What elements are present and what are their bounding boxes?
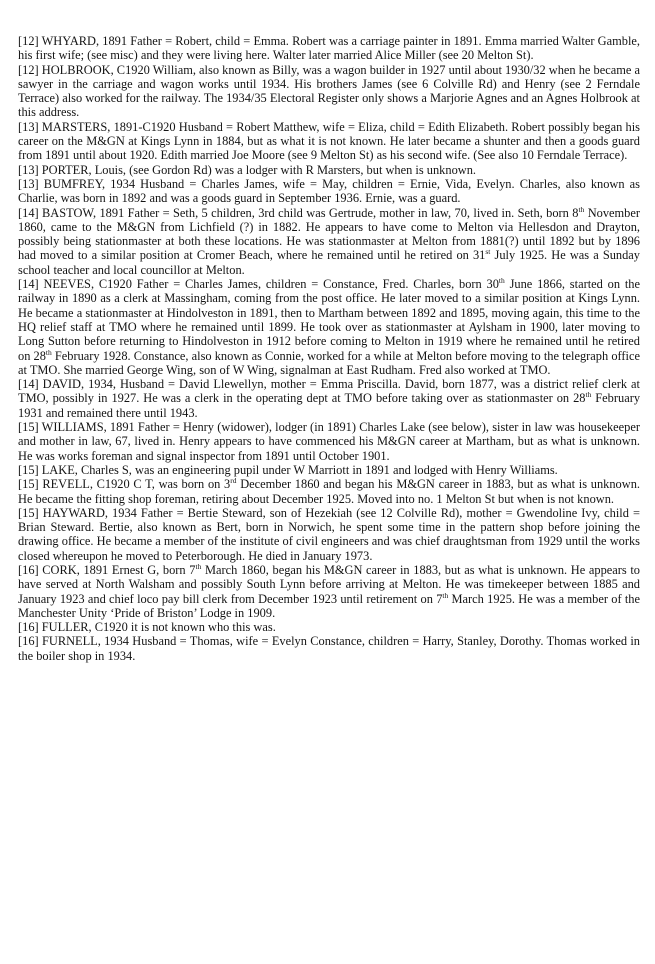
entry-fuller: [16] FULLER, C1920 it is not known who this was. [18, 620, 276, 635]
entry-holbrook: [12] HOLBROOK, C1920 William, also known as Billy, was a wagon builder in 1927 until about 1930/32 when he became a sawyer in the carriage and wagon works until 1934. His brothers James (see 6 Colville Rd) and Henry (see 2 Ferndale Terrace) also worked for the railway. The 1934/35 Electoral Register only shows a Marjorie Agnes and an Agnes Holbrook at this address. [18, 62, 640, 120]
document-page [18, 34, 640, 663]
entry-bastow: [14] BASTOW, 1891 Father = Seth, 5 children, 3rd child was Gertrude, mother in law, 70, lived in. Seth, born 8th November 1860, came to the M&GN from Lichfield (?) in 1882. He appears to have come to Melton via Hellesdon and Drayton, possibly being stationmaster at both these locations. He was stationmaster at Melton from 1881(?) until 1892 but by 1896 had moved to a similar position at Cromer Beach, where he remained until he retired on 31st July 1925. He was a Sunday school teacher and local councillor at Melton. [18, 204, 641, 277]
entry-david: [14] DAVID, 1934, Husband = David Llewellyn, mother = Emma Priscilla. David, born 1877, was a district relief clerk at TMO, possibly in 1927. He was a clerk in the operating dept at TMO before taking over as stationmaster on 28th February 1931 and remained there until 1943. [18, 377, 641, 420]
entry-whyard: [12] WHYARD, 1891 Father = Robert, child = Emma. Robert was a carriage painter in 1891. Emma married Walter Gamble, his first wife; (see misc) and they were living here. Walter later married Alice Miller (see 20 Melton St). [18, 34, 640, 63]
entry-williams: [15] WILLIAMS, 1891 Father = Henry (widower), lodger (in 1891) Charles Lake (see below), sister in law was housekeeper and mother in law, 67, lived in. Henry appears to have commenced his M&GN career at Martham, but as what is unknown. He was works foreman and signal inspector from 1891 until October 1901. [18, 420, 640, 463]
entry-furnell: [16] FURNELL, 1934 Husband = Thomas, wife = Evelyn Constance, children = Harry, Stanley, Dorothy. Thomas worked in the boiler shop in 1934. [18, 634, 640, 663]
entry-porter: [13] PORTER, Louis, (see Gordon Rd) was a lodger with R Marsters, but when is unknown. [18, 162, 476, 177]
entry-lake: [15] LAKE, Charles S, was an engineering pupil under W Marriott in 1891 and lodged with Henry Williams. [18, 462, 558, 477]
entry-bumfrey: [13] BUMFREY, 1934 Husband = Charles James, wife = May, children = Ernie, Vida, Evelyn. Charles, also known as Charlie, was born in 1892 and was a goods guard in September 1936. Ernie, was a guard. [18, 176, 640, 206]
entry-cork: [16] CORK, 1891 Ernest G, born 7th March 1860, began his M&GN career in 1883, but as what is unknown. He appears to have served at North Walsham and possibly South Lynn before arriving at Melton. He was timekeeper between 1885 and January 1923 and chief loco pay bill clerk from December 1923 until retirement on 7th March 1925. He was a member of the Manchester Unity ‘Pride of Briston’ Lodge in 1909. [18, 561, 641, 620]
entry-revell: [15] REVELL, C1920 C T, was born on 3rd December 1860 and began his M&GN career in 1883, but as what is unknown. He became the fitting shop foreman, retiring about December 1925. Moved into no. 1 Melton St but when is not known. [18, 476, 640, 506]
entry-neeves: [14] NEEVES, C1920 Father = Charles James, children = Constance, Fred. Charles, born 30th June 1866, started on the railway in 1890 as a clerk at Massingham, coming from the post office. He later moved to a similar position at Kings Lynn. He became a stationmaster at Hindolveston in 1891, then to Martham between 1892 and 1895, moving again, this time to the HQ relief staff at TMO where he remained until 1899. He took over as stationmaster at Aylsham in 1900, later moving to Long Sutton before returning to Hindolveston in 1912 before coming to Melton in 1919 where he remained until he retired on 28th February 1928. Constance, also known as Connie, worked for a while at Melton before moving to the telegraph office at TMO. She married George Wing, son of W Wing, signalman at East Rudham. Fred also worked at TMO. [18, 275, 640, 377]
entry-hayward: [15] HAYWARD, 1934 Father = Bertie Steward, son of Hezekiah (see 12 Colville Rd), mother = Gwendoline Ivy, child = Brian Steward. Bertie, also known as Bert, born in Norwich, he spent some time in the pattern shop before joining the drawing office. He became a member of the institute of civil engineers and was chief draughtsman from 1929 until the works closed whereupon he moved to Peterborough. He died in January 1973. [18, 505, 640, 563]
entry-marsters: [13] MARSTERS, 1891-C1920 Husband = Robert Matthew, wife = Eliza, child = Edith Elizabeth. Robert possibly began his career on the M&GN at Kings Lynn in 1884, but as what it is not known. He later became a shunter and then a goods guard from 1891 until about 1920. Edith married Joe Moore (see 9 Melton St) as his second wife. (See also 10 Ferndale Terrace). [18, 119, 640, 163]
